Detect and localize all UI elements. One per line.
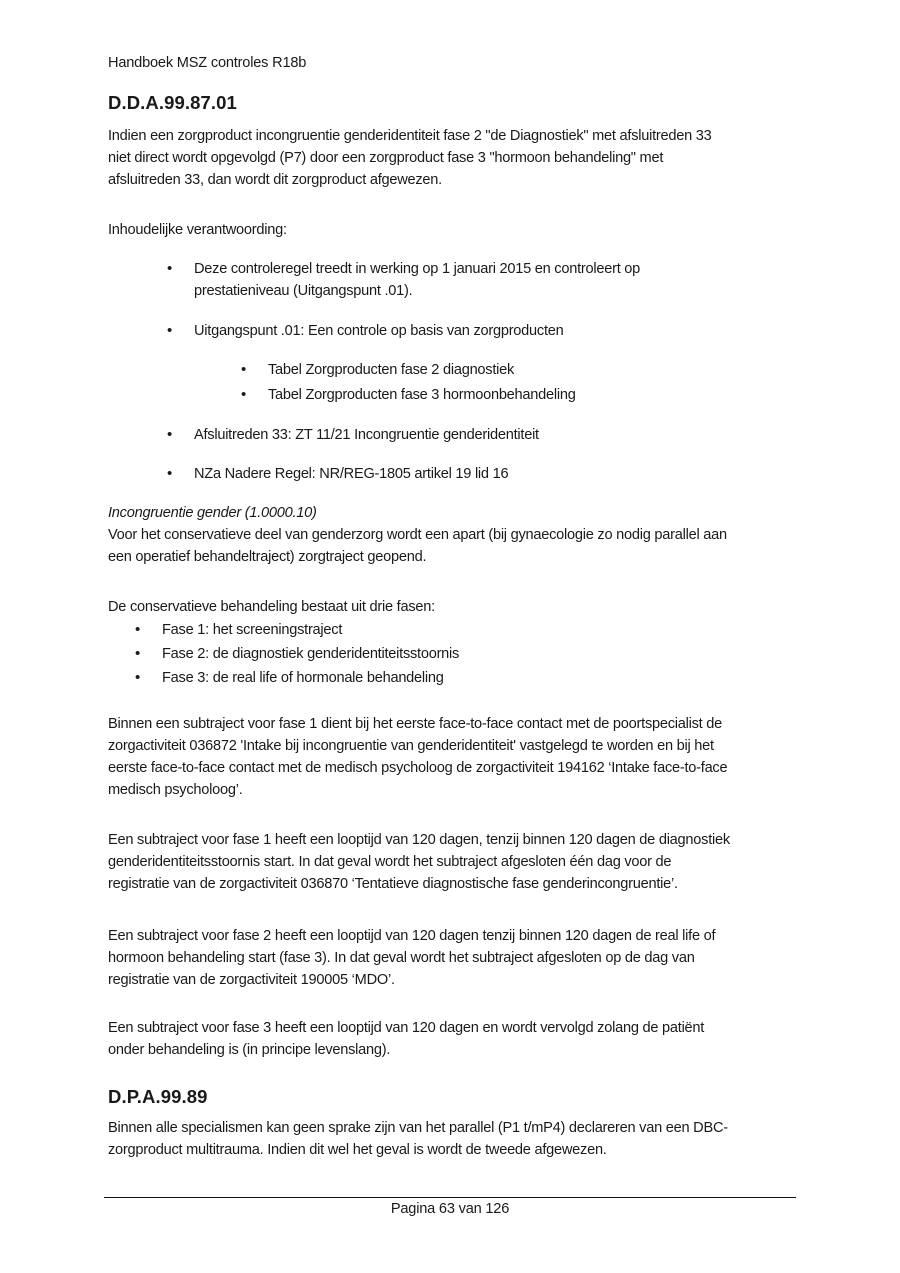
text-line: hormoon behandeling start (fase 3). In dat geval wordt het subtraject afgesloten op de dag van <box>108 950 695 966</box>
section-heading-dpa-99-89: D.P.A.99.89 <box>108 1086 208 1107</box>
list-item: • Tabel Zorgproducten fase 3 hormoonbehandeling <box>268 384 748 406</box>
list-item: • Fase 3: de real life of hormonale behandeling <box>162 667 722 689</box>
paragraph <box>108 713 798 801</box>
justification-list <box>194 320 754 342</box>
text-line: eerste face-to-face contact met de medisch psycholoog de zorgactiviteit 194162 ‘Intake face-to-face <box>108 760 728 776</box>
text-line: Een subtraject voor fase 1 heeft een looptijd van 120 dagen, tenzij binnen 120 dagen de diagnostiek <box>108 832 730 848</box>
footer-divider <box>104 1197 796 1198</box>
list-item: • Afsluitreden 33: ZT 11/21 Incongruentie genderidentiteit <box>194 424 754 446</box>
text-line: zorgproduct multitrauma. Indien dit wel het geval is wordt de tweede afgewezen. <box>108 1142 607 1158</box>
text-line: Indien een zorgproduct incongruentie genderidentiteit fase 2 "de Diagnostiek" met afsluitreden 33 <box>108 128 712 144</box>
text-line: een operatief behandeltraject) zorgtraject geopend. <box>108 549 427 565</box>
justification-label: Inhoudelijke verantwoording: <box>108 222 287 238</box>
section-heading-dda-99-87-01: D.D.A.99.87.01 <box>108 92 237 113</box>
paragraph <box>108 524 798 568</box>
text-line: onder behandeling is (in principe levenslang). <box>108 1042 391 1058</box>
text-line: prestatieniveau (Uitgangspunt .01). <box>194 283 413 299</box>
text-line: • Deze controleregel treedt in werking op 1 januari 2015 en controleert op <box>194 261 641 277</box>
text-line: • Uitgangspunt .01: Een controle op basis van zorgproducten <box>194 323 564 339</box>
list-item: • Tabel Zorgproducten fase 2 diagnostiek <box>268 359 748 381</box>
list-item: • NZa Nadere Regel: NR/REG-1805 artikel 19 lid 16 <box>194 463 754 485</box>
phases-intro: De conservatieve behandeling bestaat uit drie fasen: <box>108 599 435 615</box>
rule-description <box>108 125 798 191</box>
page-number: Pagina 63 van 126 <box>390 1201 510 1217</box>
sub-list <box>268 359 748 406</box>
paragraph <box>108 925 798 991</box>
justification-list <box>194 463 754 485</box>
text-line: Voor het conservatieve deel van genderzorg wordt een apart (bij gynaecologie zo nodig parallel aan <box>108 527 727 543</box>
text-line: afsluitreden 33, dan wordt dit zorgproduct afgewezen. <box>108 172 442 188</box>
text-line: Binnen een subtraject voor fase 1 dient bij het eerste face-to-face contact met de poortspecialist de <box>108 716 723 732</box>
paragraph <box>108 829 798 895</box>
text-line: registratie van de zorgactiviteit 190005 ‘MDO’. <box>108 972 395 988</box>
text-line: Een subtraject voor fase 3 heeft een looptijd van 120 dagen en wordt vervolgd zolang de patiënt <box>108 1020 705 1036</box>
list-item: • Fase 1: het screeningstraject <box>162 619 722 641</box>
text-line: Binnen alle specialismen kan geen sprake zijn van het parallel (P1 t/mP4) declareren van een DBC- <box>108 1120 728 1136</box>
phases-list <box>162 619 722 689</box>
list-item <box>194 320 754 342</box>
text-line: genderidentiteitsstoornis start. In dat geval wordt het subtraject afgesloten één dag voor de <box>108 854 672 870</box>
running-header: Handboek MSZ controles R18b <box>108 55 307 71</box>
italic-subheading: Incongruentie gender (1.0000.10) <box>108 505 317 521</box>
list-item: • Fase 2: de diagnostiek genderidentiteitsstoornis <box>162 643 722 665</box>
justification-list <box>194 424 754 446</box>
justification-list <box>194 258 754 302</box>
text-line: Een subtraject voor fase 2 heeft een looptijd van 120 dagen tenzij binnen 120 dagen de real life of <box>108 928 716 944</box>
text-line: medisch psycholoog’. <box>108 782 243 798</box>
list-item <box>194 258 754 302</box>
text-line: zorgactiviteit 036872 'Intake bij incongruentie van genderidentiteit' vastgelegd te worden en bij het <box>108 738 714 754</box>
text-line: niet direct wordt opgevolgd (P7) door een zorgproduct fase 3 "hormoon behandeling" met <box>108 150 664 166</box>
rule-description <box>108 1117 798 1161</box>
text-line: registratie van de zorgactiviteit 036870 ‘Tentatieve diagnostische fase genderincongruentie’. <box>108 876 678 892</box>
paragraph <box>108 1017 798 1061</box>
